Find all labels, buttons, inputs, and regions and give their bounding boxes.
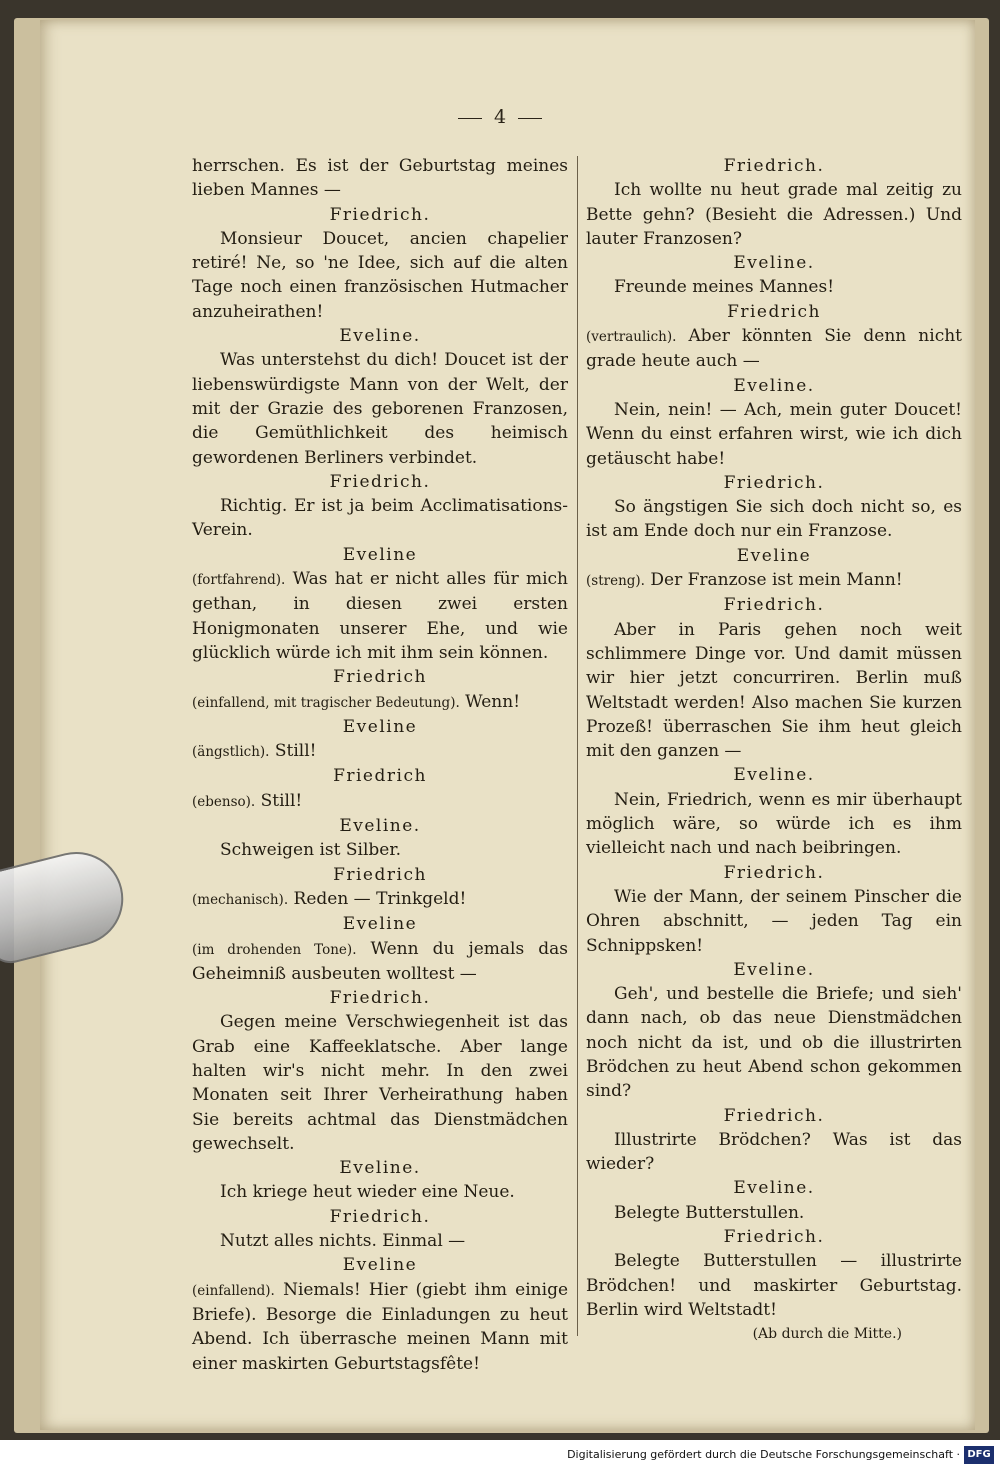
dialogue-paragraph: Freunde meines Mannes!	[614, 277, 835, 298]
text-column-left	[192, 154, 568, 1376]
speaker-name: Eveline.	[733, 375, 815, 396]
speaker-name: Friedrich.	[723, 1227, 825, 1248]
dialogue-paragraph	[192, 887, 568, 912]
speaker-name: Eveline.	[733, 1178, 815, 1199]
stage-direction: (im drohenden Tone).	[192, 941, 357, 958]
dialogue-text: Still!	[260, 790, 303, 811]
dialogue-text: Aber könnten Sie denn nicht grade heute auch —	[586, 326, 962, 372]
speaker-name: Friedrich.	[329, 988, 431, 1009]
dialogue-paragraph: Monsieur Doucet, ancien chapelier retiré! Ne, so 'ne Idee, sich auf die alten Tage noch einen französischen Hutmacher anzuheirathen!	[192, 228, 568, 322]
dialogue-paragraph: Schweigen ist Silber.	[220, 840, 401, 861]
dialogue-paragraph: Aber in Paris gehen noch weit schlimmere Dinge vor. Und damit müssen wir hier jetzt concurriren. Berlin muß Weltstadt werden! Also machen Sie kurzen Prozeß! überraschen Sie ihm heut gleich mit den ganzen —	[586, 619, 962, 762]
dialogue-paragraph	[586, 568, 962, 593]
footer-bar	[0, 1440, 1000, 1472]
dialogue-paragraph: Gegen meine Verschwiegenheit ist das Grab eine Kaffeeklatsche. Aber lange halten wir's nicht mehr. In den zwei Monaten seit Ihrer Verheirathung haben Sie bereits achtmal das Dienstmädchen gewechselt.	[192, 1012, 568, 1154]
dialogue-paragraph: Was unterstehst du dich! Doucet ist der liebenswürdigste Mann von der Welt, der mit der Grazie des geborenen Franzosen, die Gemüthlichkeit des heimisch gewordenen Berliners verbindet.	[192, 350, 568, 468]
speaker-name: Eveline	[736, 545, 812, 566]
dialogue-text: Still!	[274, 741, 317, 762]
dialogue-text: Wenn!	[465, 691, 521, 712]
speaker-name: Friedrich.	[723, 472, 825, 493]
footer-credit: Digitalisierung gefördert durch die Deutsche Forschungsgemeinschaft ·	[567, 1448, 960, 1461]
dialogue-paragraph	[192, 567, 568, 665]
page-number: 4	[0, 106, 1000, 128]
dialogue-paragraph: Geh', und bestelle die Briefe; und sieh' dann nach, ob das neue Dienstmädchen noch nicht da ist, und ob die illustrirten Brödchen zu heut Abend schon gekommen sind?	[586, 984, 962, 1102]
dialogue-paragraph: Nein, nein! — Ach, mein guter Doucet! Wenn du einst erfahren wirst, wie ich dich getäuscht habe!	[586, 399, 962, 469]
speaker-name: Eveline	[342, 914, 418, 935]
speaker-name: Eveline.	[339, 326, 421, 347]
dialogue-text: Niemals! Hier (giebt ihm einige Briefe). Besorge die Einladungen zu heut Abend. Ich überrasche meinen Mann mit einer maskirten Geburtstagsfête!	[192, 1279, 569, 1374]
dialogue-text: Reden — Trinkgeld!	[293, 888, 467, 909]
stage-direction: (einfallend).	[192, 1282, 275, 1299]
speaker-name: Eveline.	[339, 1158, 421, 1179]
speaker-name: Friedrich.	[723, 1105, 825, 1126]
dialogue-paragraph	[192, 1278, 568, 1376]
dialogue-text: Der Franzose ist mein Mann!	[650, 570, 903, 591]
stage-direction: (einfallend, mit tragischer Bedeutung).	[192, 694, 460, 711]
speaker-name: Eveline	[342, 544, 418, 565]
speaker-name: Friedrich.	[723, 595, 825, 616]
dialogue-paragraph: Wie der Mann, der seinem Pinscher die Ohren abschnitt, — jeden Tag ein Schnippsken!	[586, 886, 962, 956]
dialogue-paragraph: Illustrirte Brödchen? Was ist das wieder?	[586, 1129, 962, 1175]
speaker-name: Eveline.	[733, 253, 815, 274]
stage-direction: (mechanisch).	[192, 891, 289, 908]
dialogue-text: Was hat er nicht alles für mich gethan, in diesen zwei ersten Honigmonaten unserer Ehe, und wie glücklich würde ich mit ihm sein können.	[192, 569, 568, 663]
speaker-name: Friedrich.	[329, 1206, 431, 1227]
stage-direction-exit: (Ab durch die Mitte.)	[752, 1326, 902, 1343]
text-column-right	[586, 154, 962, 1347]
speaker-name: Eveline.	[339, 816, 421, 837]
stage-direction: (vertraulich).	[586, 329, 677, 346]
dialogue-paragraph: Nutzt alles nichts. Einmal —	[220, 1231, 466, 1252]
speaker-name: Eveline	[342, 716, 418, 737]
dialogue-paragraph: Nein, Friedrich, wenn es mir überhaupt möglich wäre, so würde ich es ihm vielleicht nach und nach beibringen.	[586, 789, 962, 859]
speaker-name: Eveline.	[733, 765, 815, 786]
dialogue-text: Wenn du jemals das Geheimniß ausbeuten wolltest —	[192, 938, 568, 984]
dialogue-paragraph: Ich kriege heut wieder eine Neue.	[220, 1182, 515, 1203]
column-divider	[577, 156, 578, 1336]
stage-direction: (ängstlich).	[192, 744, 270, 761]
speaker-name: Eveline.	[733, 959, 815, 980]
dialogue-paragraph: Ich wollte nu heut grade mal zeitig zu Bette gehn? (Besieht die Adressen.) Und lauter Franzosen?	[586, 180, 962, 249]
dialogue-paragraph	[586, 324, 962, 374]
stage-direction: (ebenso).	[192, 793, 256, 810]
dialogue-paragraph: Belegte Butterstullen — illustrirte Brödchen! und maskirter Geburtstag. Berlin wird Weltstadt!	[586, 1251, 962, 1320]
speaker-name: Eveline	[342, 1255, 418, 1276]
speaker-name: Friedrich.	[723, 862, 825, 883]
dialogue-paragraph: So ängstigen Sie sich doch nicht so, es ist am Ende doch nur ein Franzose.	[586, 497, 962, 542]
speaker-name: Friedrich	[333, 864, 427, 885]
dialogue-paragraph: Richtig. Er ist ja beim Acclimatisations-Verein.	[192, 496, 568, 541]
speaker-name: Friedrich.	[723, 156, 825, 176]
stage-direction: (streng).	[586, 573, 645, 590]
speaker-name: Friedrich	[333, 667, 427, 688]
dialogue-paragraph	[192, 690, 568, 715]
speaker-name: Friedrich.	[329, 471, 431, 492]
dialogue-paragraph	[192, 937, 568, 987]
speaker-name: Friedrich	[333, 766, 427, 787]
dialogue-paragraph	[192, 789, 568, 814]
speaker-name: Friedrich.	[329, 204, 431, 225]
dialogue-paragraph: herrschen. Es ist der Geburtstag meines lieben Mannes —	[192, 156, 568, 201]
stage-direction: (fortfahrend).	[192, 572, 286, 589]
dialogue-paragraph: Belegte Butterstullen.	[614, 1202, 805, 1223]
dfg-logo: DFG	[964, 1446, 994, 1464]
dialogue-paragraph	[192, 739, 568, 764]
speaker-name: Friedrich	[727, 301, 821, 322]
